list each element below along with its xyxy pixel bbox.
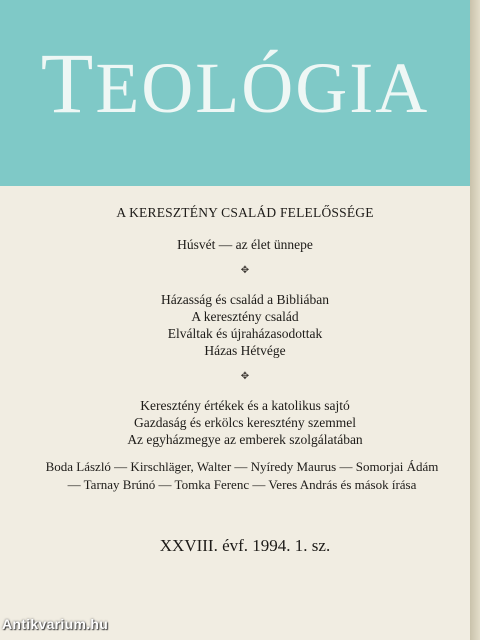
section-2-line: Házas Hétvége	[204, 343, 286, 358]
main-heading: A KERESZTÉNY CSALÁD FELELŐSSÉGE	[116, 205, 374, 220]
contents-block	[0, 205, 470, 494]
section-3-line: Gazdaság és erkölcs keresztény szemmel	[134, 415, 356, 430]
authors-line: Boda László — Kirschläger, Walter — Nyíredy Maurus — Somorjai Ádám	[45, 459, 439, 474]
section-2-line: Elváltak és újraházasodottak	[167, 326, 323, 341]
title-initial: T	[40, 35, 96, 131]
page-edge	[470, 0, 480, 640]
section-3-line: Az egyházmegye az emberek szolgálatában	[127, 432, 363, 447]
separator-ornament-icon: ✥	[240, 371, 250, 382]
title-band	[0, 0, 470, 186]
section-1-line: Húsvét — az élet ünnepe	[177, 237, 313, 252]
title-rest: EOLÓGIA	[95, 48, 430, 128]
authors-line: — Tarnay Brúnó — Tomka Ferenc — Veres András és mások írása	[67, 477, 417, 492]
section-2-line: Házasság és család a Bibliában	[161, 292, 329, 307]
site-watermark: Antikvarium.hu	[2, 616, 109, 632]
separator-ornament-icon: ✥	[240, 265, 250, 276]
section-3	[0, 397, 470, 448]
journal-title	[0, 35, 470, 131]
issue-number: XXVIII. évf. 1994. 1. sz.	[159, 536, 331, 555]
section-2	[0, 291, 470, 359]
section-3-line: Keresztény értékek és a katolikus sajtó	[140, 398, 350, 413]
section-1	[0, 236, 470, 253]
authors-list	[0, 458, 470, 494]
section-2-line: A keresztény család	[191, 309, 299, 324]
